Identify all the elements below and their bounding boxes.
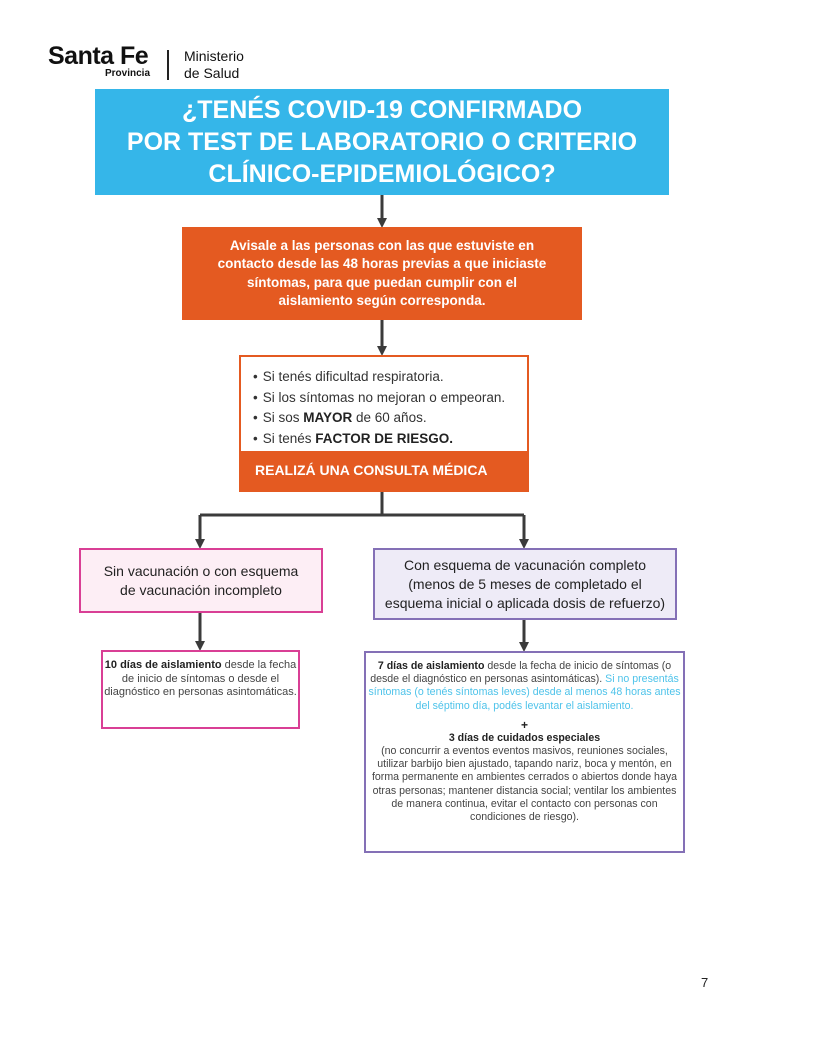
plus-sign: +: [520, 717, 528, 732]
right-isolation-days: 7 días de aislamiento: [377, 660, 485, 672]
left-isolation-text: desde la fecha de inicio de síntomas o desde el diagnóstico en personas asintomáticas.: [104, 659, 297, 698]
left-isolation-box: [101, 650, 300, 729]
special-care-text: (no concurrir a eventos eventos masivos, reuniones sociales, utilizar barbijo bien ajustado, tapando nariz, boca y mentón, en forma permanente en ambientes cerrados o abiertos donde haya otras personas; mantener distancia social; ventilar los ambientes de manera continua, evitar el contacto con personas con condiciones de riesgo).: [371, 745, 678, 824]
title-box: [95, 89, 669, 195]
right-isolation-text: desde la fecha de inicio de síntomas (o desde el diagnóstico en personas asintomáticas).: [370, 660, 672, 686]
right-isolation-paragraph: [366, 660, 683, 713]
vaccinated-box: [373, 548, 677, 620]
right-isolation-box: [364, 651, 685, 853]
list-item: • Si tenés FACTOR DE RIESGO.: [253, 430, 454, 446]
notify-line: Avisale a las personas con las que estuviste en: [229, 237, 535, 253]
logo-ministry-line2: de Salud: [184, 65, 240, 81]
notify-contacts-box: [182, 227, 582, 320]
logo-ministry-line1: Ministerio: [184, 48, 244, 64]
title-text: [127, 94, 637, 190]
page-number: 7: [701, 975, 709, 990]
title-line: ¿TENÉS COVID-19 CONFIRMADO: [181, 96, 583, 124]
vaccinated-text: Con esquema de vacunación completo (menos de 5 meses de completado el esquema inicial o aplicada dosis de refuerzo): [384, 556, 666, 611]
logo-brand: Santa Fe: [48, 42, 149, 70]
logo-province: Provincia: [105, 68, 151, 79]
list-item: • Si tenés dificultad respiratoria.: [253, 369, 444, 384]
left-isolation-days: 10 días de aislamiento: [104, 659, 222, 671]
title-line: POR TEST DE LABORATORIO O CRITERIO: [126, 128, 638, 156]
medical-consult-box: [239, 355, 529, 492]
warning-signs-list: [253, 367, 505, 449]
list-item: • Si los síntomas no mejoran o empeoran.: [253, 389, 506, 405]
notify-line: síntomas, para que puedan cumplir con el: [246, 274, 518, 290]
consult-action-banner: REALIZÁ UNA CONSULTA MÉDICA: [241, 451, 527, 490]
notify-text: [218, 237, 547, 311]
title-line: CLÍNICO-EPIDEMIOLÓGICO?: [208, 160, 556, 188]
special-care-heading: 3 días de cuidados especiales: [448, 731, 601, 744]
unvaccinated-text: Sin vacunación o con esquema de vacunación incompleto: [103, 562, 299, 598]
notify-line: aislamiento según corresponda.: [278, 293, 486, 308]
list-item: • Si sos MAYOR de 60 años.: [253, 410, 427, 425]
unvaccinated-box: [79, 548, 323, 613]
right-isolation-note: Si no presentás síntomas (o tenés síntomas leves) desde al menos 48 horas antes del séptimo día, podés levantar el aislamiento.: [368, 673, 681, 712]
notify-line: contacto desde las 48 horas previas a que iniciaste: [217, 256, 547, 271]
